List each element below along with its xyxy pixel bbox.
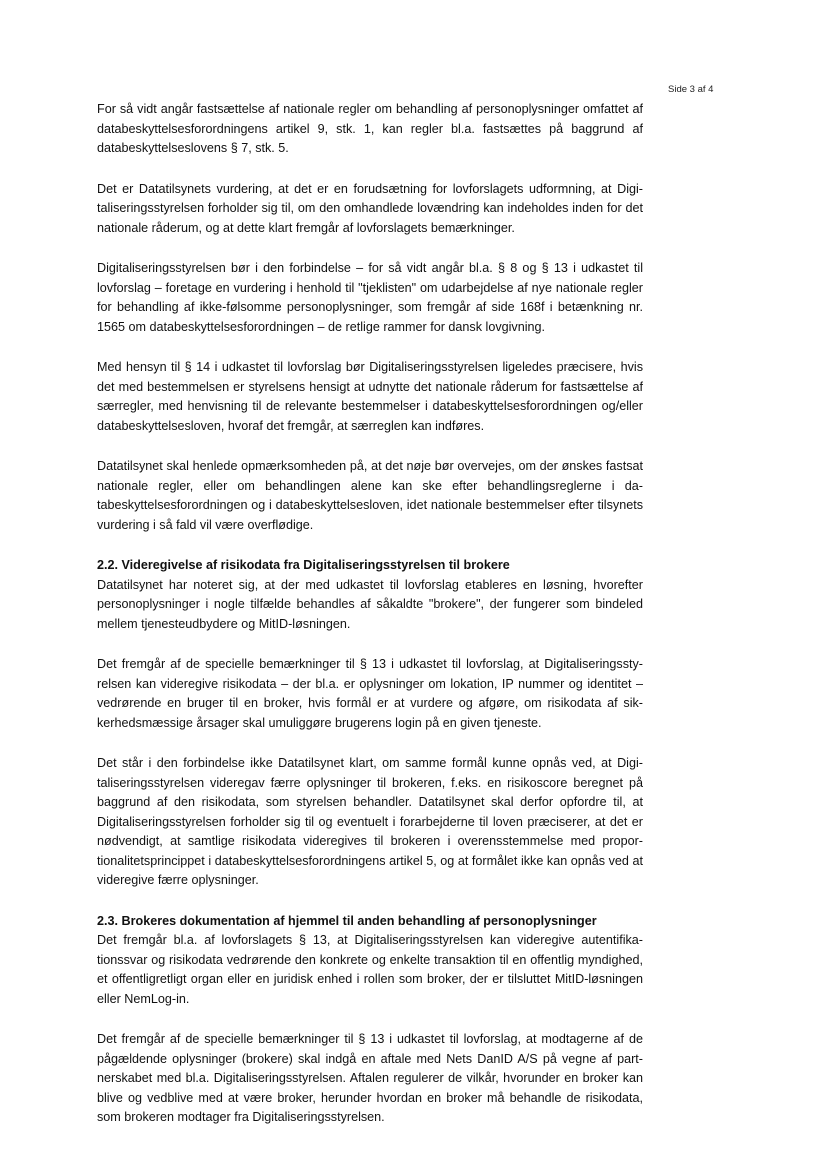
paragraph-national-rules: Datatilsynet skal henlede opmærksomheden på, at det nøje bør overvejes, om der ønskes fastsat nationale regler, eller om behandlingen alene kan ske efter behandlingsreglerne i databeskyttelsesforordningen og i databeskyttelsesloven, idet nationale bestemmelser efter tilsynets vurdering i så fald vil være overflødige.	[97, 459, 643, 532]
paragraph-assessment: Det er Datatilsynets vurdering, at det er en forudsætning for lovforslagets udformning, at Digitaliseringsstyrelsen forholder sig til, om den omhandlede lovændring kan indeholdes inden for det nationale råderum, og at dette klart fremgår af lovforslagets bemærkninger.	[97, 181, 643, 235]
paragraph-checklist: Digitaliseringsstyrelsen bør i den forbindelse – for så vidt angår bl.a. § 8 og § 13 i udkastet til lovforslag – foretage en vurdering i henhold til "tjeklisten" om udarbejdelse af nye nationale regler for behandling af ikke-følsomme personoplysninger, som fremgår af side 168f i betænkning nr. 1565 om databeskyttelsesforordningen – de retlige rammer for dansk lovgivning.	[97, 261, 643, 334]
section-heading-2-3: 2.3. Brokeres dokumentation af hjemmel til anden behandling af personoplysninger	[97, 913, 597, 928]
paragraph-section-14: Med hensyn til § 14 i udkastet til lovforslag bør Digitaliseringsstyrelsen ligeledes præcisere, hvis det med bestemmelsen er styrelsens hensigt at udnytte det nationale råderum for fastsættelse af særregler, med henvisning til de relevante bestemmelser i databeskyttelsesforordningen og/eller databeskyttelsesloven, hvoraf det fremgår, at særreglen kan indføres.	[97, 360, 643, 433]
section-heading-2-2: 2.2. Videregivelse af risikodata fra Digitaliseringsstyrelsen til brokere	[97, 558, 510, 572]
paragraph-proportionality: Det står i den forbindelse ikke Datatilsynet klart, om samme formål kunne opnås ved, at Digitaliseringsstyrelsen videregav færre oplysninger til brokeren, f.eks. en risikoscore beregnet på baggrund af den risikodata, som styrelsen behandler. Datatilsynet skal derfor opfordre til, at Digitaliseringsstyrelsen forholder sig til og eventuelt i forarbejderne til loven præciserer, at det er nødvendigt, at samtlige risikodata videregives til brokeren i overensstemmelse med proportionalitetsprincippet i databeskyttelsesforordningens artikel 5, og at formålet ikke kan opnås ved at videregive færre oplysninger.	[97, 756, 643, 887]
paragraph-agreement: Det fremgår af de specielle bemærkninger til § 13 i udkastet til lovforslag, at modtagerne af de pågældende oplysninger (brokere) skal indgå en aftale med Nets DanID A/S på vegne af partnerskabet med bl.a. Digitaliseringsstyrelsen. Aftalen regulerer de vilkår, hvorunder en broker kan blive og vedblive med at være broker, herunder hvordan en broker må behandle de risikodata, som brokeren modtager fra Digitaliseringsstyrelsen.	[97, 1032, 643, 1124]
paragraph-brokers-intro: Datatilsynet har noteret sig, at der med udkastet til lovforslag etableres en løsning, hvorefter personoplysninger i nogle tilfælde behandles af såkaldte "brokere", der fungerer som bindeled mellem tjenesteudbydere og MitID-løsningen.	[97, 577, 643, 631]
page-number: Side 3 af 4	[668, 84, 714, 95]
document-body	[97, 100, 643, 1149]
paragraph-risk-data: Det fremgår af de specielle bemærkninger til § 13 i udkastet til lovforslag, at Digitaliseringsstyrelsen kan videregive risikodata – der bl.a. er oplysninger om lokation, IP nummer og identitet – vedrørende en bruger til en broker, hvis formål er at vurdere og afgøre, om risikodata af sikkerhedsmæssige årsager skal umuliggøre brugerens login på en given tjeneste.	[97, 657, 643, 730]
paragraph-article-9: For så vidt angår fastsættelse af nationale regler om behandling af personoplysninger omfattet af databeskyttelsesforordningens artikel 9, stk. 1, kan regler bl.a. fastsættes på baggrund af databeskyttelseslovens § 7, stk. 5.	[97, 102, 643, 155]
paragraph-section-13: Det fremgår bl.a. af lovforslagets § 13, at Digitaliseringsstyrelsen kan videregive autentifikationssvar og risikodata vedrørende den konkrete og enkelte transaktion til en offentlig myndighed, et offentligretligt organ eller en juridisk enhed i rollen som broker, der er tilsluttet MitID-løsningen eller NemLog-in.	[97, 933, 643, 1006]
